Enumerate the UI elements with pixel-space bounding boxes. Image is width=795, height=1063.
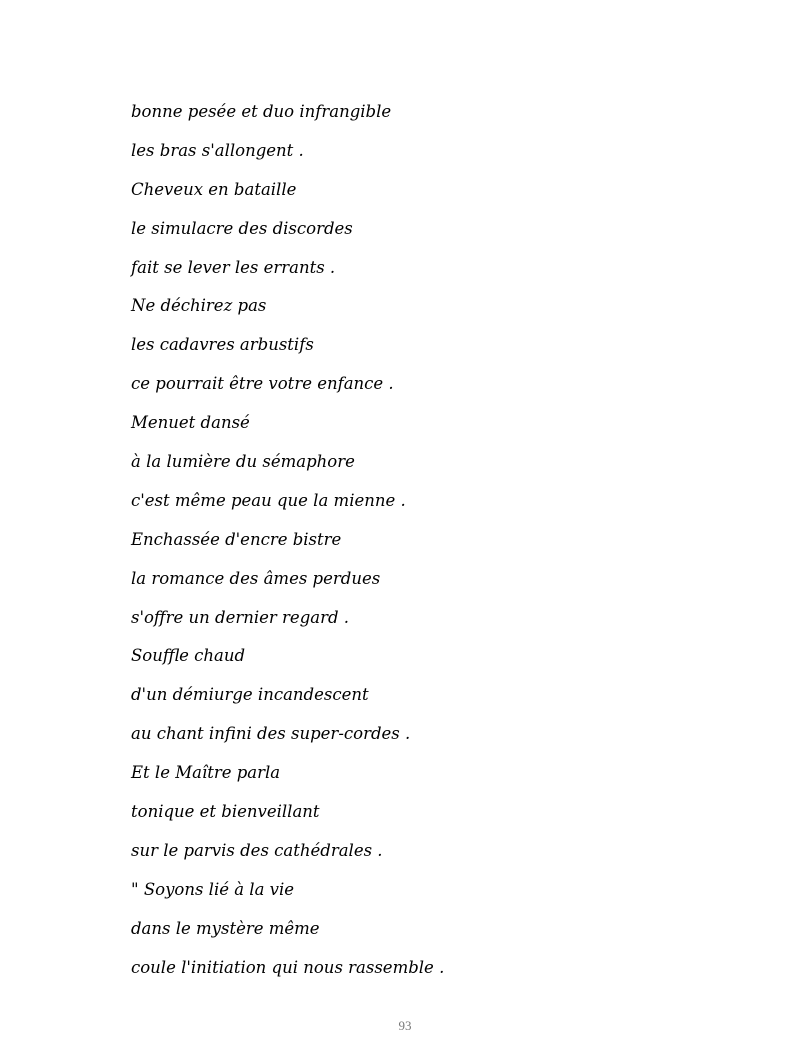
poem-line: au chant infini des super-cordes . xyxy=(131,724,411,744)
poem-line: Enchassée d'encre bistre xyxy=(131,529,342,549)
poem-line: à la lumière du sémaphore xyxy=(131,452,355,472)
poem-line: Et le Maître parla xyxy=(131,763,281,783)
poem-line: les bras s'allongent . xyxy=(131,140,304,160)
poem-line: ce pourrait être votre enfance . xyxy=(131,374,394,394)
poem-line: Souffle chaud xyxy=(131,646,246,666)
poem-line: Menuet dansé xyxy=(131,413,250,433)
poem-line: fait se lever les errants . xyxy=(131,257,336,277)
poem-line: s'offre un dernier regard . xyxy=(131,607,350,627)
poem-line: d'un démiurge incandescent xyxy=(131,685,369,705)
poem-line: les cadavres arbustifs xyxy=(131,335,314,355)
poem-line: " Soyons lié à la vie xyxy=(131,879,295,899)
poem-line: Ne déchirez pas xyxy=(131,296,267,316)
poem-line: dans le mystère même xyxy=(131,918,320,938)
page-number: 93 xyxy=(398,1018,412,1033)
poem-line: c'est même peau que la mienne . xyxy=(131,490,406,510)
poem-line: coule l'initiation qui nous rassemble . xyxy=(131,957,445,977)
poem-line: le simulacre des discordes xyxy=(131,218,353,238)
poem-line: bonne pesée et duo infrangible xyxy=(131,102,392,121)
poem-line: tonique et bienveillant xyxy=(131,802,320,822)
poem-line: Cheveux en bataille xyxy=(131,179,297,199)
poem-body xyxy=(131,101,444,995)
poem-line: la romance des âmes perdues xyxy=(131,568,381,588)
poem-line: sur le parvis des cathédrales . xyxy=(131,840,383,860)
